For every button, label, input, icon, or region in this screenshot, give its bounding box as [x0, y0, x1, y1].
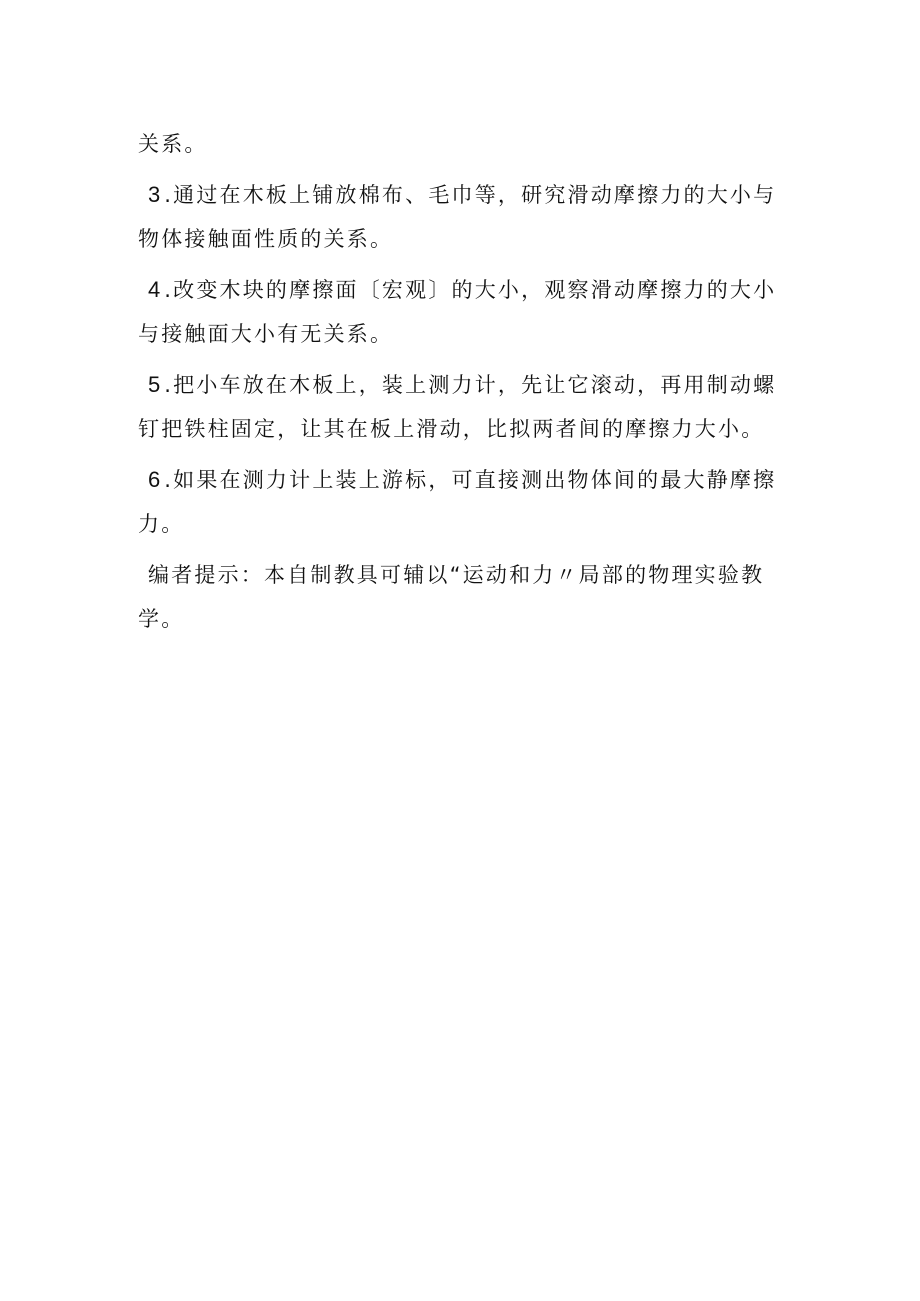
- list-item-text: .通过在木板上铺放棉布、毛巾等，研究滑动摩擦力的大小与物体接触面性质的关系。: [138, 183, 777, 251]
- editor-note: [138, 553, 788, 641]
- paragraph-text: 关系。: [138, 132, 208, 156]
- list-item-number: 3: [148, 182, 161, 207]
- list-item-number: 5: [148, 372, 161, 397]
- editor-note-text: 编者提示：本自制教具可辅以“运动和力〃局部的物理实验教学。: [138, 563, 765, 631]
- list-item-text: .如果在测力计上装上游标，可直接测出物体间的最大静摩擦力。: [138, 468, 777, 536]
- paragraph-continuation: [138, 122, 788, 166]
- list-item-text: .把小车放在木板上，装上测力计，先让它滚动，再用制动螺钉把铁柱固定，让其在板上滑动，比拟两者间的摩擦力大小。: [138, 373, 777, 441]
- list-item-6: [138, 458, 788, 546]
- list-item-4: [138, 268, 788, 356]
- list-item-text: .改变木块的摩擦面〔宏观〕的大小，观察滑动摩擦力的大小与接触面大小有无关系。: [138, 278, 777, 346]
- document-body: [138, 122, 788, 648]
- list-item-3: [138, 173, 788, 261]
- list-item-number: 4: [148, 277, 161, 302]
- list-item-number: 6: [148, 467, 161, 492]
- list-item-5: [138, 363, 788, 451]
